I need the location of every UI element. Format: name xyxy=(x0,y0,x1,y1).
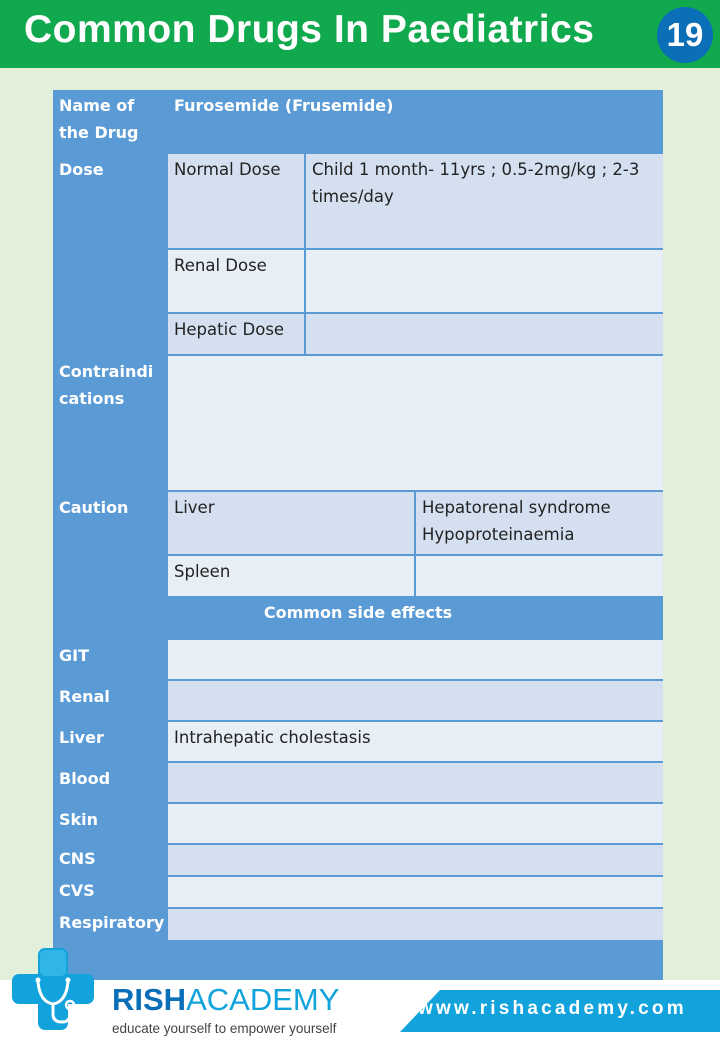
dose-label: Dose xyxy=(53,154,166,354)
contraindications-label: Contraindications xyxy=(53,356,166,490)
caution-liver-value xyxy=(416,492,663,554)
caution-label: Caution xyxy=(53,492,166,596)
side-effect-skin-value xyxy=(168,804,663,843)
brand-name-light: ACADEMY xyxy=(186,982,340,1017)
caution-spleen-value xyxy=(416,556,663,596)
hepatic-dose-value xyxy=(306,314,663,354)
brand-logo xyxy=(112,982,339,1018)
brand-name-bold: RISH xyxy=(112,982,187,1017)
side-effect-cns-label: CNS xyxy=(53,845,166,875)
normal-dose-label: Normal Dose xyxy=(168,154,304,248)
drug-name: Furosemide (Frusemide) xyxy=(168,90,663,150)
side-effect-liver-value: Intrahepatic cholestasis xyxy=(168,722,663,761)
caution-liver-line-1: Hepatorenal syndrome xyxy=(422,498,611,517)
side-effect-git-label: GIT xyxy=(53,640,166,679)
hepatic-dose-label: Hepatic Dose xyxy=(168,314,304,354)
page-number-badge: 19 xyxy=(657,7,713,63)
page-header xyxy=(0,0,720,68)
contraindications-value xyxy=(168,356,663,490)
side-effect-cns-value xyxy=(168,845,663,875)
side-effect-git-value xyxy=(168,640,663,679)
page-title: Common Drugs In Paediatrics xyxy=(24,8,595,51)
side-effect-renal-label: Renal xyxy=(53,681,166,720)
side-effect-cvs-value xyxy=(168,877,663,907)
side-effect-blood-value xyxy=(168,763,663,802)
caution-spleen-label: Spleen xyxy=(168,556,414,596)
normal-dose-value: Child 1 month- 11yrs ; 0.5-2mg/kg ; 2-3 times/day xyxy=(306,154,663,248)
side-effect-skin-label: Skin xyxy=(53,804,166,843)
name-of-drug-label: Name of the Drug xyxy=(53,90,166,150)
renal-dose-label: Renal Dose xyxy=(168,250,304,312)
medical-cross-logo-icon xyxy=(10,944,96,1034)
caution-liver-label: Liver xyxy=(168,492,414,554)
side-effect-renal-value xyxy=(168,681,663,720)
side-effect-respiratory-value xyxy=(168,909,663,940)
brand-tagline: educate yourself to empower yourself xyxy=(112,1021,337,1036)
side-effect-blood-label: Blood xyxy=(53,763,166,802)
side-effect-respiratory-label: Respiratory xyxy=(53,909,166,940)
renal-dose-value xyxy=(306,250,663,312)
drug-table xyxy=(53,90,663,980)
side-effects-header: Common side effects xyxy=(53,598,663,636)
side-effect-liver-label: Liver xyxy=(53,722,166,761)
side-effect-cvs-label: CVS xyxy=(53,877,166,907)
caution-liver-line-2: Hypoproteinaemia xyxy=(422,525,575,544)
website-url[interactable]: www.rishacademy.com xyxy=(418,998,687,1019)
